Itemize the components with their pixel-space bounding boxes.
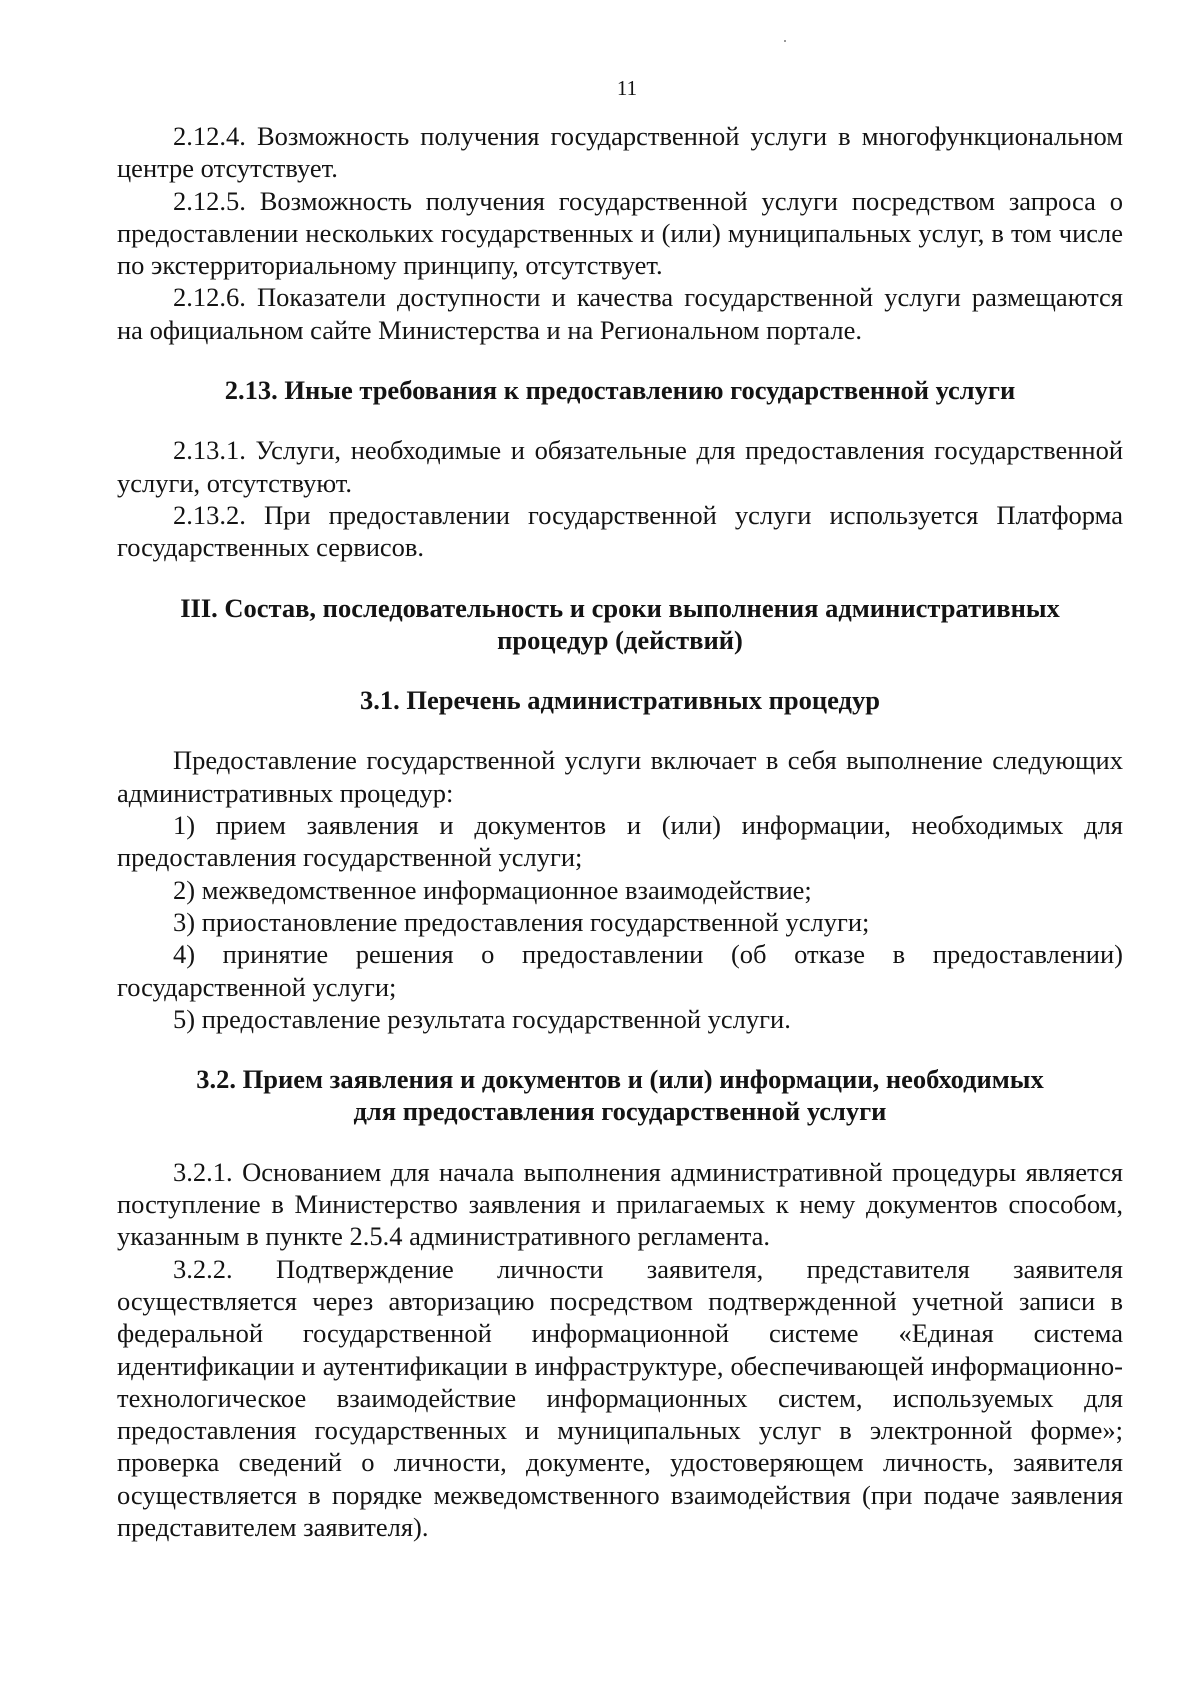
paragraph-3-2-2: 3.2.2. Подтверждение личности заявителя, представителя заявителя осуществляется через авторизацию посредством подтвержденной учетной записи в федеральной государственной информационной системе «Единая система идентификации и аутентификации в инфраструктуре, обеспечивающей информационно-технологическое взаимодействие информационных систем, используемых для предоставления государственных и муниципальных услуг в электронной форме»; проверка сведений о личности, документе, удостоверяющем личность, заявителя осуществляется в порядке межведомственного взаимодействия (при подаче заявления представителем заявителя). (117, 1253, 1123, 1542)
paragraph-2-13-1: 2.13.1. Услуги, необходимые и обязательные для предоставления государственной услуги, отсутствуют. (117, 435, 1123, 498)
list-item-3-1-4: 4) принятие решения о предоставлении (об отказе в предоставлении) государственной услуги; (117, 939, 1123, 1002)
paragraph-3-2-1: 3.2.1. Основанием для начала выполнения административной процедуры является поступление в Министерство заявления и прилагаемых к нему документов способом, указанным в пункте 2.5.4 административного регламента. (117, 1156, 1123, 1252)
heading-3-2-line-2: для предоставления государственной услуги (353, 1096, 887, 1127)
heading-3-2-line-1: 3.2. Прием заявления и документов и (или) информации, необходимых (196, 1064, 1044, 1095)
paragraph-2-12-4: 2.12.4. Возможность получения государственной услуги в многофункциональном центре отсутствует. (117, 121, 1123, 184)
paragraph-2-12-5: 2.12.5. Возможность получения государственной услуги посредством запроса о предоставлении нескольких государственных и (или) муниципальных услуг, в том числе по экстерриториальному принципу, отсутствует. (117, 185, 1123, 281)
section-3-2-heading (117, 1063, 1123, 1128)
document-body (117, 120, 1123, 1543)
paragraph-3-1-intro: Предоставление государственной услуги включает в себя выполнение следующих административных процедур: (117, 745, 1123, 808)
heading-section-III-line-2: процедур (действий) (497, 624, 743, 655)
heading-2-13: 2.13. Иные требования к предоставлению государственной услуги (224, 375, 1016, 406)
section-III-heading (117, 592, 1123, 657)
page-number: 11 (616, 76, 638, 100)
heading-3-1: 3.1. Перечень административных процедур (360, 685, 880, 716)
list-item-3-1-1: 1) прием заявления и документов и (или) информации, необходимых для предоставления государственной услуги; (117, 810, 1123, 873)
heading-section-III-line-1: III. Состав, последовательность и сроки выполнения административных (180, 592, 1060, 623)
paragraph-2-13-2: 2.13.2. При предоставлении государственной услуги используется Платформа государственных сервисов. (117, 499, 1123, 563)
list-item-3-1-5: 5) предоставление результата государственной услуги. (173, 1003, 791, 1034)
list-item-3-1-3: 3) приостановление предоставления государственной услуги; (173, 906, 870, 937)
scan-dot (784, 40, 786, 42)
paragraph-2-12-6: 2.12.6. Показатели доступности и качества государственной услуги размещаются на официальном сайте Министерства и на Региональном портале. (117, 282, 1123, 345)
list-item-3-1-2: 2) межведомственное информационное взаимодействие; (173, 874, 812, 905)
